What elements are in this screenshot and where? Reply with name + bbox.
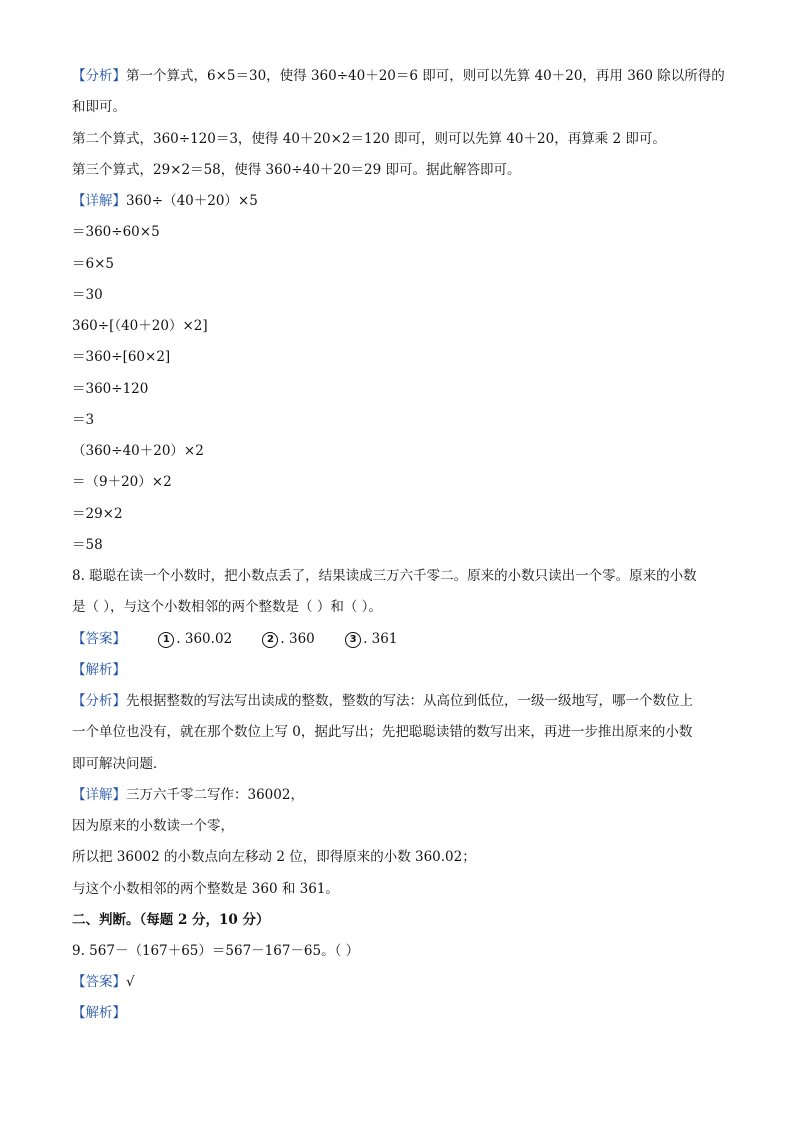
question-8-detail-line-1: [72, 785, 732, 805]
analysis-tag: 【分析】: [72, 693, 126, 709]
question-9-line: 9. 567－（167＋65）＝567－167－65。（ ）: [72, 943, 360, 959]
answer-item-1: [158, 629, 232, 649]
analysis-line-3: 第二个算式，360÷120＝3，使得 40＋20×2＝120 即可，则可以先算 40＋20，再算乘 2 即可。: [72, 131, 666, 147]
answer-item-2: [262, 629, 314, 649]
calc-step: 360÷[（40＋20）×2]: [72, 318, 208, 334]
question-8-analysis-line-3: 即可解决问题．: [72, 756, 167, 772]
calc-step: ＝29×2: [72, 506, 123, 522]
analysis-text: 先根据整数的写法写出读成的整数，整数的写法：从高位到低位，一级一级地写，哪一个数位上: [126, 693, 693, 709]
question-8-detail-line-3: 所以把 36002 的小数点向左移动 2 位，即得原来的小数 360.02；: [72, 849, 476, 865]
circled-number-2: 2: [262, 632, 278, 648]
calc-step: ＝30: [72, 287, 103, 303]
jiexi-tag: 【解析】: [72, 1005, 126, 1021]
calc-step: ＝6×5: [72, 256, 114, 272]
analysis-line-2: 和即可。: [72, 99, 126, 115]
detail-text: 三万六千零二写作：36002，: [126, 787, 304, 803]
detail-tag: 【详解】: [72, 193, 126, 209]
question-9-jiexi: [72, 1003, 732, 1023]
question-8-line-2: 是（ ），与这个小数相邻的两个整数是（ ）和（ ）。: [72, 599, 382, 615]
question-9-answer: [72, 972, 732, 992]
question-8-detail-line-4: 与这个小数相邻的两个整数是 360 和 361。: [72, 881, 339, 897]
answer-tag: 【答案】: [72, 974, 126, 990]
answer-value: √: [126, 974, 135, 990]
analysis-line-1: [72, 66, 732, 86]
section-heading: 二、判断。（每题 2 分，10 分）: [72, 912, 270, 928]
question-8-analysis-line-2: 一个单位也没有，就在那个数位上写 0，据此写出；先把聪聪读错的数写出来，再进一步推出原来的小数: [72, 724, 693, 740]
circled-number-1: 1: [158, 632, 174, 648]
calc-step: ＝3: [72, 412, 95, 428]
calc-step: ＝360÷60×5: [72, 224, 160, 240]
answer-value-3: . 361: [363, 631, 398, 647]
answer-item-3: [345, 629, 397, 649]
question-8-detail-line-2: 因为原来的小数读一个零，: [72, 818, 234, 834]
jiexi-tag: 【解析】: [72, 662, 126, 678]
detail-tag: 【详解】: [72, 787, 126, 803]
answer-tag: 【答案】: [72, 631, 126, 647]
detail-line-first: [72, 191, 732, 211]
detail-first-expression: 360÷（40＋20）×5: [126, 193, 258, 209]
question-8-jiexi: [72, 660, 732, 680]
calc-step: ＝360÷[60×2]: [72, 349, 171, 365]
answer-value-2: . 360: [280, 631, 315, 647]
analysis-line-4: 第三个算式，29×2＝58，使得 360÷40＋20＝29 即可。据此解答即可。: [72, 162, 521, 178]
circled-number-3: 3: [345, 632, 361, 648]
analysis-text-1: 第一个算式，6×5＝30，使得 360÷40＋20＝6 即可，则可以先算 40＋20，再用 360 除以所得的: [126, 68, 725, 84]
question-8-answer: [72, 629, 732, 649]
answer-value-1: . 360.02: [176, 631, 233, 647]
question-8-analysis-line-1: [72, 691, 732, 711]
analysis-tag: 【分析】: [72, 68, 126, 84]
calc-step: ＝360÷120: [72, 381, 149, 397]
calc-step: ＝（9＋20）×2: [72, 474, 172, 490]
question-8-line-1: 8. 聪聪在读一个小数时，把小数点丢了，结果读成三万六千零二。原来的小数只读出一个零。原来的小数: [72, 568, 697, 584]
calc-step: ＝58: [72, 537, 103, 553]
calc-step: （360÷40＋20）×2: [72, 443, 204, 459]
